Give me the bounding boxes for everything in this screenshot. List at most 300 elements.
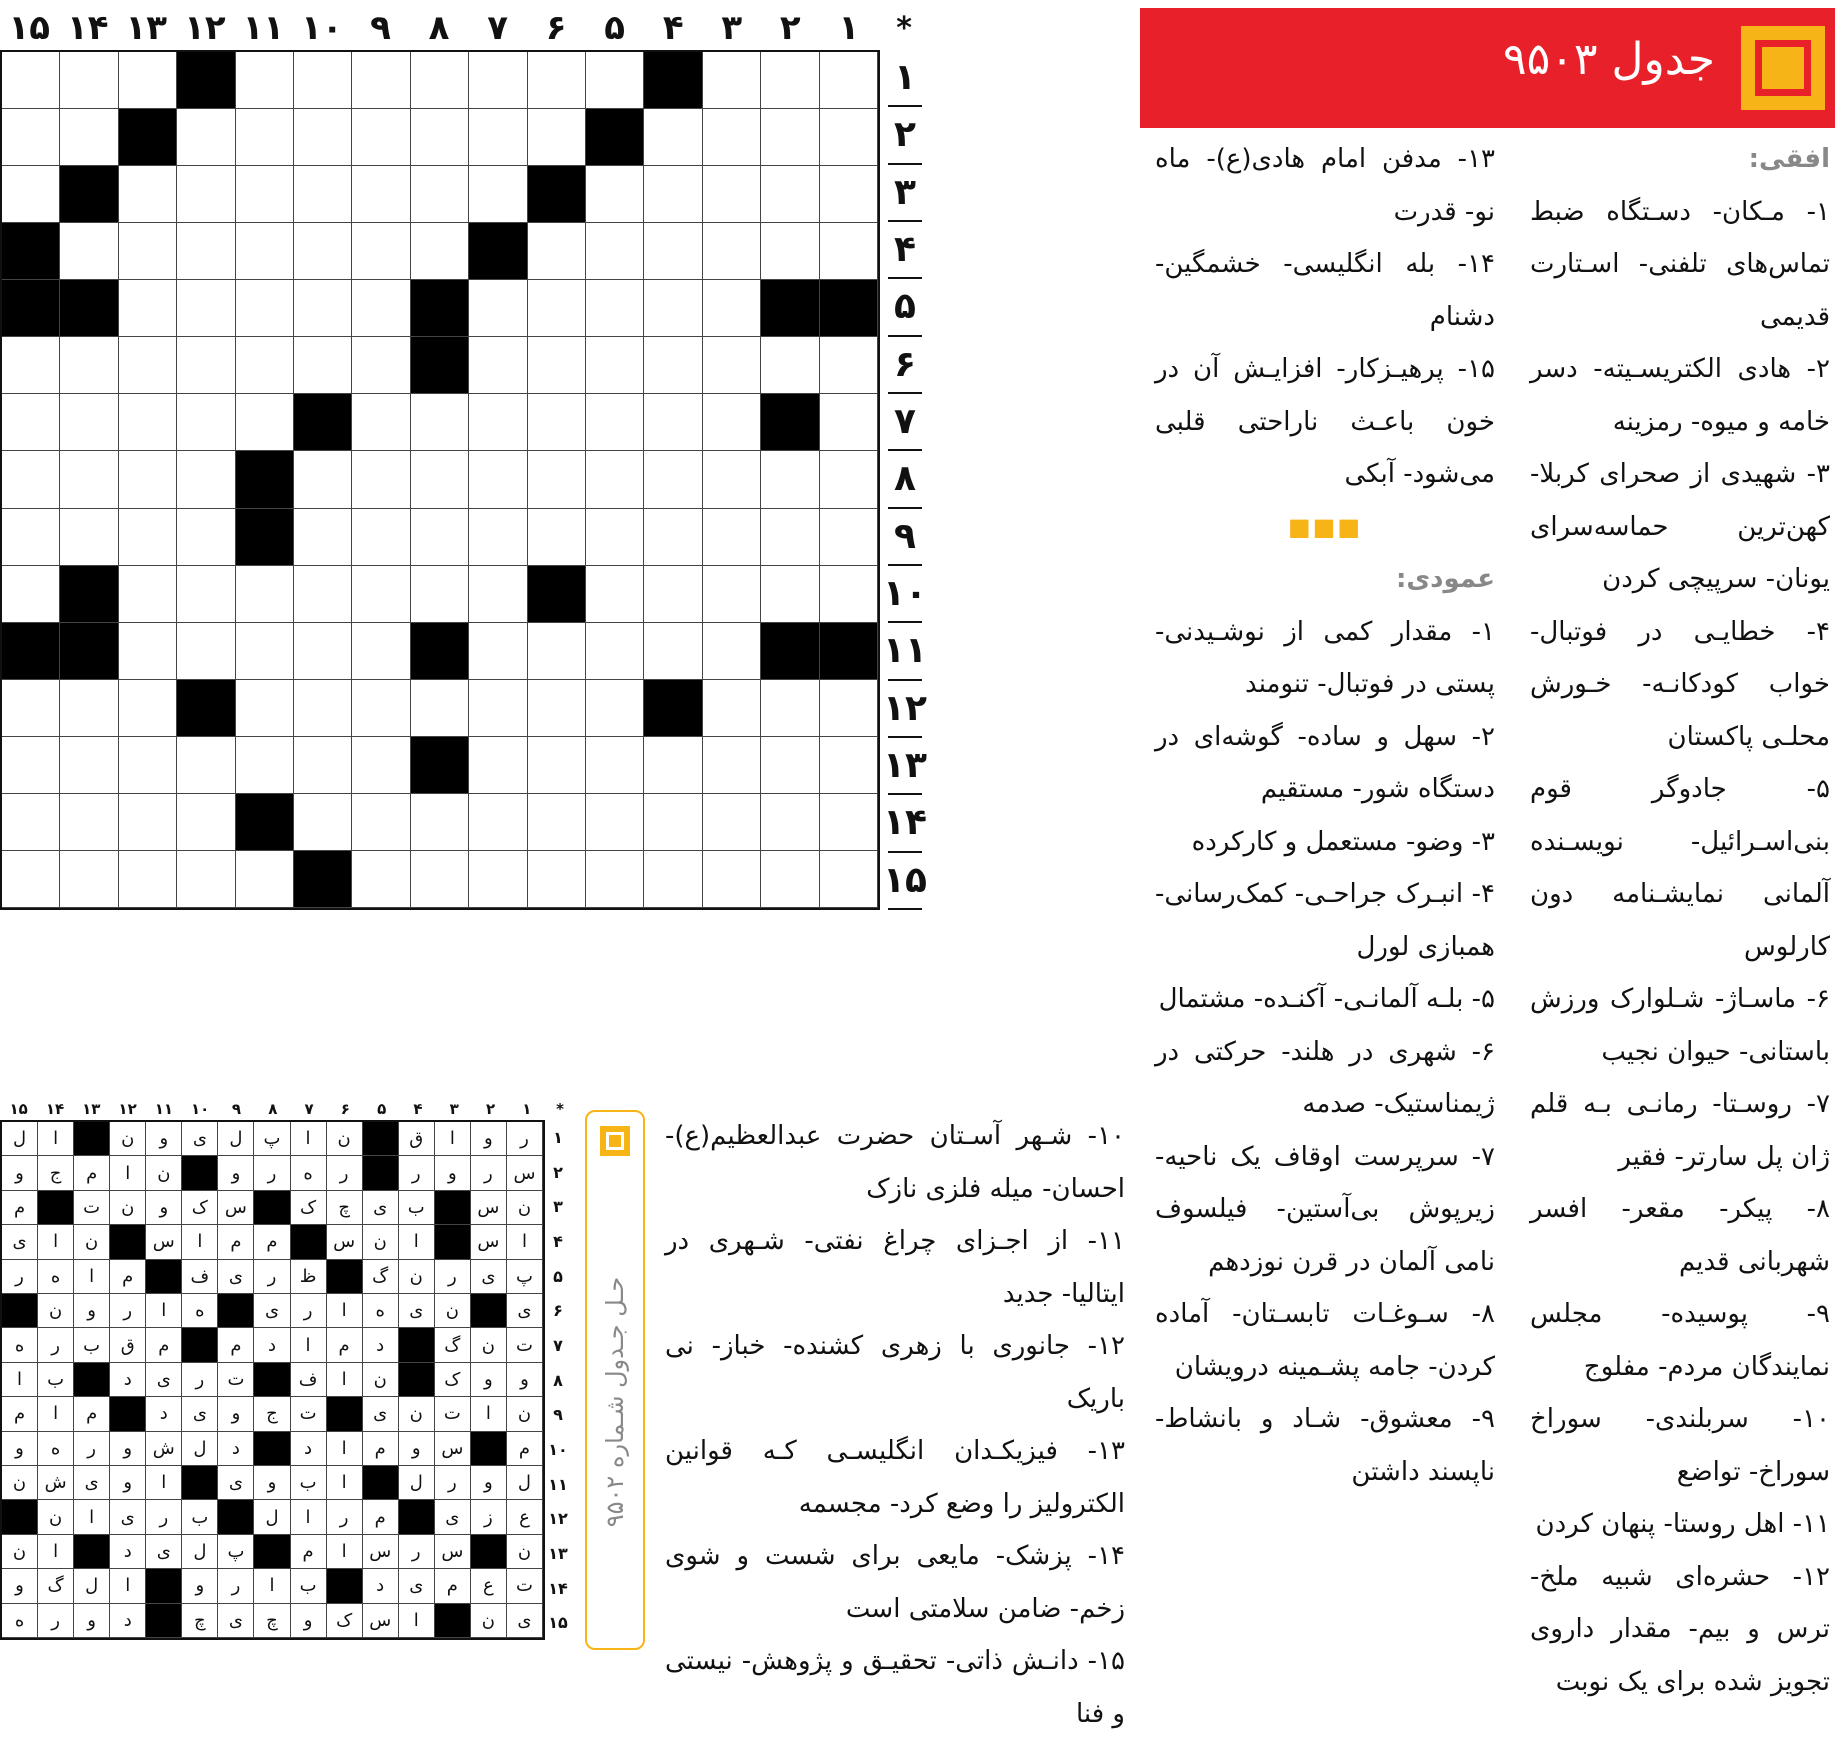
black-cell	[218, 1500, 254, 1534]
grid-cell[interactable]	[644, 794, 702, 851]
solution-cell: ر	[38, 1604, 74, 1638]
black-cell	[2, 223, 60, 280]
solution-cell: ن	[435, 1294, 471, 1328]
column-number: ۱۴	[66, 8, 109, 48]
column-number: ۱۵	[9, 1100, 28, 1118]
solution-cell: ن	[507, 1535, 543, 1569]
solution-cell: ا	[327, 1432, 363, 1466]
grid-cell[interactable]	[411, 166, 469, 223]
grid-cell[interactable]	[294, 794, 352, 851]
crossword-grid[interactable]	[0, 50, 880, 910]
grid-cell[interactable]	[703, 394, 761, 451]
clue: ۱۴- بله انگلیسی- خشمگین- دشنام	[1155, 249, 1495, 332]
solution-cell: ت	[507, 1569, 543, 1603]
grid-cell[interactable]	[411, 566, 469, 623]
grid-cell[interactable]	[703, 451, 761, 508]
solution-cell: و	[435, 1156, 471, 1190]
grid-cell[interactable]	[2, 451, 60, 508]
solution-cell: ی	[182, 1122, 218, 1156]
grid-cell[interactable]	[352, 337, 410, 394]
vertical-clues-part1	[1155, 606, 1495, 1499]
grid-cell[interactable]	[236, 337, 294, 394]
grid-cell[interactable]	[2, 737, 60, 794]
grid-cell[interactable]	[60, 737, 118, 794]
solution-cell: د	[110, 1604, 146, 1638]
solution-cell: ف	[291, 1363, 327, 1397]
grid-cell[interactable]	[761, 851, 819, 908]
grid-cell[interactable]	[644, 623, 702, 680]
solution-cell: ر	[254, 1260, 290, 1294]
grid-cell[interactable]	[411, 223, 469, 280]
grid-cell[interactable]	[703, 52, 761, 109]
solution-cell: ا	[291, 1328, 327, 1362]
solution-cell: ن	[507, 1397, 543, 1431]
newspaper-logo-icon	[1741, 26, 1825, 110]
grid-cell[interactable]	[352, 451, 410, 508]
grid-cell[interactable]	[177, 280, 235, 337]
solution-label-box	[585, 1110, 645, 1650]
grid-cell[interactable]	[236, 737, 294, 794]
black-cell	[586, 109, 644, 166]
grid-cell[interactable]	[703, 794, 761, 851]
grid-cell[interactable]	[411, 394, 469, 451]
grid-cell[interactable]	[119, 337, 177, 394]
grid-cell[interactable]	[294, 109, 352, 166]
grid-cell[interactable]	[586, 794, 644, 851]
grid-cell[interactable]	[177, 337, 235, 394]
grid-cell[interactable]	[352, 223, 410, 280]
grid-cell[interactable]	[236, 394, 294, 451]
grid-cell[interactable]	[528, 737, 586, 794]
solution-cell: م	[2, 1397, 38, 1431]
grid-cell[interactable]	[586, 851, 644, 908]
grid-cell[interactable]	[528, 794, 586, 851]
solution-cell: ت	[291, 1397, 327, 1431]
grid-cell[interactable]	[352, 394, 410, 451]
solution-cell: ز	[471, 1500, 507, 1534]
grid-cell[interactable]	[294, 566, 352, 623]
grid-cell[interactable]	[469, 851, 527, 908]
grid-cell[interactable]	[2, 52, 60, 109]
black-cell	[294, 394, 352, 451]
grid-cell[interactable]	[119, 52, 177, 109]
grid-cell[interactable]	[294, 52, 352, 109]
solution-cell: س	[471, 1225, 507, 1259]
grid-cell[interactable]	[294, 166, 352, 223]
solution-cell: س	[507, 1156, 543, 1190]
grid-cell[interactable]	[586, 623, 644, 680]
grid-cell[interactable]	[60, 451, 118, 508]
grid-cell[interactable]	[294, 623, 352, 680]
grid-cell[interactable]	[119, 680, 177, 737]
grid-cell[interactable]	[703, 509, 761, 566]
grid-cell[interactable]	[644, 737, 702, 794]
grid-cell[interactable]	[294, 451, 352, 508]
grid-cell[interactable]	[119, 223, 177, 280]
grid-cell[interactable]	[411, 52, 469, 109]
solution-cell: ا	[327, 1294, 363, 1328]
black-cell	[761, 394, 819, 451]
black-cell	[74, 1535, 110, 1569]
grid-cell[interactable]	[820, 223, 878, 280]
grid-cell[interactable]	[586, 451, 644, 508]
grid-cell[interactable]	[119, 737, 177, 794]
grid-cell[interactable]	[411, 451, 469, 508]
solution-cell: س	[363, 1604, 399, 1638]
grid-cell[interactable]	[644, 223, 702, 280]
grid-cell[interactable]	[352, 509, 410, 566]
grid-cell[interactable]	[528, 680, 586, 737]
grid-cell[interactable]	[352, 623, 410, 680]
solution-cell: ت	[435, 1397, 471, 1431]
grid-cell[interactable]	[352, 166, 410, 223]
black-cell	[110, 1397, 146, 1431]
grid-cell[interactable]	[528, 394, 586, 451]
black-cell	[2, 1500, 38, 1534]
row-number: ۱	[888, 50, 922, 107]
grid-cell[interactable]	[469, 623, 527, 680]
solution-cell: ن	[146, 1156, 182, 1190]
solution-grid	[0, 1120, 545, 1640]
grid-cell[interactable]	[761, 109, 819, 166]
grid-cell[interactable]	[236, 623, 294, 680]
grid-cell[interactable]	[60, 109, 118, 166]
column-number: ۶	[340, 1100, 350, 1118]
solution-cell: م	[218, 1225, 254, 1259]
grid-cell[interactable]	[528, 337, 586, 394]
grid-cell[interactable]	[352, 280, 410, 337]
grid-cell[interactable]	[586, 280, 644, 337]
grid-cell[interactable]	[236, 566, 294, 623]
grid-cell[interactable]	[586, 166, 644, 223]
row-number: ۴	[888, 222, 922, 279]
grid-cell[interactable]	[761, 680, 819, 737]
solution-cell: و	[2, 1569, 38, 1603]
grid-cell[interactable]	[528, 223, 586, 280]
clue: ۶- ماسـاژ- شـلوارک ورزش باستانی- حیوان نجیب	[1530, 984, 1830, 1067]
solution-cell: ا	[74, 1500, 110, 1534]
grid-cell[interactable]	[528, 451, 586, 508]
vertical-clues-part2	[665, 1110, 1125, 1740]
grid-cell[interactable]	[294, 280, 352, 337]
grid-cell[interactable]	[469, 52, 527, 109]
grid-cell[interactable]	[177, 109, 235, 166]
solution-cell: ه	[363, 1294, 399, 1328]
clue: ۱۲- جانوری با زهری کشنده- خباز- نی باریک	[665, 1331, 1125, 1414]
solution-cell: و	[471, 1122, 507, 1156]
grid-cell[interactable]	[411, 680, 469, 737]
solution-cell: چ	[182, 1604, 218, 1638]
grid-cell[interactable]	[703, 566, 761, 623]
grid-cell[interactable]	[528, 851, 586, 908]
grid-cell[interactable]	[352, 52, 410, 109]
grid-cell[interactable]	[703, 280, 761, 337]
grid-cell[interactable]	[236, 223, 294, 280]
row-number: ۵	[888, 279, 922, 336]
grid-cell[interactable]	[703, 623, 761, 680]
grid-cell[interactable]	[820, 451, 878, 508]
solution-cell: ت	[74, 1191, 110, 1225]
solution-cell: ا	[38, 1225, 74, 1259]
grid-cell[interactable]	[60, 851, 118, 908]
solution-cell: ب	[74, 1328, 110, 1362]
grid-cell[interactable]	[469, 737, 527, 794]
solution-cell: ا	[38, 1122, 74, 1156]
grid-cell[interactable]	[469, 566, 527, 623]
grid-cell[interactable]	[177, 451, 235, 508]
grid-cell[interactable]	[644, 509, 702, 566]
grid-cell[interactable]	[294, 680, 352, 737]
grid-cell[interactable]	[177, 851, 235, 908]
grid-cell[interactable]	[236, 280, 294, 337]
horizontal-heading: افقی:	[1748, 144, 1830, 174]
grid-cell[interactable]	[528, 109, 586, 166]
grid-cell[interactable]	[236, 851, 294, 908]
grid-cell[interactable]	[2, 680, 60, 737]
grid-cell[interactable]	[820, 52, 878, 109]
grid-cell[interactable]	[820, 566, 878, 623]
grid-cell[interactable]	[60, 337, 118, 394]
grid-cell[interactable]	[236, 52, 294, 109]
grid-cell[interactable]	[644, 166, 702, 223]
solution-cell: چ	[254, 1604, 290, 1638]
grid-cell[interactable]	[236, 166, 294, 223]
solution-cell: ا	[74, 1260, 110, 1294]
black-cell	[528, 566, 586, 623]
grid-cell[interactable]	[820, 794, 878, 851]
grid-cell[interactable]	[352, 794, 410, 851]
solution-cell: ا	[435, 1122, 471, 1156]
solution-cell: ل	[2, 1122, 38, 1156]
grid-cell[interactable]	[119, 451, 177, 508]
grid-cell[interactable]	[294, 223, 352, 280]
solution-cell: ی	[471, 1260, 507, 1294]
grid-cell[interactable]	[177, 623, 235, 680]
grid-cell[interactable]	[469, 680, 527, 737]
solution-cell: ی	[74, 1466, 110, 1500]
grid-cell[interactable]	[411, 109, 469, 166]
grid-cell[interactable]	[703, 223, 761, 280]
grid-cell[interactable]	[294, 509, 352, 566]
row-number: ۱۳	[548, 1543, 568, 1563]
grid-cell[interactable]	[469, 280, 527, 337]
grid-cell[interactable]	[469, 451, 527, 508]
solution-cell: ر	[399, 1535, 435, 1569]
grid-cell[interactable]	[2, 337, 60, 394]
grid-cell[interactable]	[119, 509, 177, 566]
row-number: ۱۵	[888, 853, 922, 910]
grid-cell[interactable]	[119, 166, 177, 223]
grid-cell[interactable]	[469, 509, 527, 566]
grid-cell[interactable]	[644, 451, 702, 508]
grid-cell[interactable]	[820, 394, 878, 451]
solution-cell: ن	[399, 1397, 435, 1431]
solution-cell: ر	[146, 1500, 182, 1534]
grid-cell[interactable]	[2, 566, 60, 623]
row-number: ۱۱	[548, 1474, 568, 1494]
black-cell	[435, 1604, 471, 1638]
solution-cell: د	[110, 1535, 146, 1569]
grid-cell[interactable]	[586, 223, 644, 280]
grid-cell[interactable]	[119, 794, 177, 851]
grid-cell[interactable]	[411, 794, 469, 851]
grid-cell[interactable]	[469, 166, 527, 223]
grid-cell[interactable]	[586, 737, 644, 794]
grid-cell[interactable]	[586, 566, 644, 623]
grid-cell[interactable]	[820, 851, 878, 908]
black-cell	[761, 280, 819, 337]
grid-cell[interactable]	[60, 509, 118, 566]
grid-cell[interactable]	[528, 509, 586, 566]
grid-cell[interactable]	[528, 623, 586, 680]
solution-cell: ب	[291, 1466, 327, 1500]
grid-cell[interactable]	[703, 851, 761, 908]
grid-cell[interactable]	[586, 394, 644, 451]
grid-cell[interactable]	[469, 794, 527, 851]
grid-cell[interactable]	[761, 451, 819, 508]
grid-cell[interactable]	[469, 109, 527, 166]
grid-cell[interactable]	[177, 394, 235, 451]
grid-cell[interactable]	[60, 794, 118, 851]
row-number: ۲	[888, 107, 922, 164]
solution-cell: ا	[38, 1535, 74, 1569]
solution-cell: ر	[291, 1294, 327, 1328]
grid-cell[interactable]	[236, 109, 294, 166]
grid-cell[interactable]	[177, 794, 235, 851]
grid-cell[interactable]	[644, 109, 702, 166]
grid-cell[interactable]	[469, 337, 527, 394]
grid-cell[interactable]	[294, 337, 352, 394]
solution-cell: ر	[254, 1156, 290, 1190]
solution-cell: ب	[291, 1569, 327, 1603]
solution-column-numbers	[0, 1098, 575, 1120]
grid-cell[interactable]	[703, 109, 761, 166]
grid-cell[interactable]	[119, 851, 177, 908]
grid-cell[interactable]	[60, 52, 118, 109]
solution-cell: د	[363, 1569, 399, 1603]
grid-cell[interactable]	[236, 680, 294, 737]
grid-cell[interactable]	[644, 280, 702, 337]
row-number: ۱	[553, 1127, 563, 1147]
grid-cell[interactable]	[644, 394, 702, 451]
solution-cell: ا	[399, 1604, 435, 1638]
row-number: ۱۵	[548, 1613, 568, 1633]
grid-cell[interactable]	[294, 737, 352, 794]
grid-cell[interactable]	[703, 737, 761, 794]
grid-cell[interactable]	[761, 166, 819, 223]
grid-cell[interactable]	[820, 737, 878, 794]
black-cell	[218, 1294, 254, 1328]
grid-cell[interactable]	[2, 166, 60, 223]
grid-cell[interactable]	[761, 794, 819, 851]
grid-cell[interactable]	[2, 109, 60, 166]
black-cell	[399, 1500, 435, 1534]
grid-cell[interactable]	[352, 737, 410, 794]
grid-cell[interactable]	[586, 509, 644, 566]
grid-cell[interactable]	[820, 166, 878, 223]
solution-cell: ی	[507, 1294, 543, 1328]
black-cell	[254, 1535, 290, 1569]
grid-cell[interactable]	[411, 509, 469, 566]
grid-cell[interactable]	[119, 566, 177, 623]
grid-cell[interactable]	[352, 109, 410, 166]
column-number: ۱	[522, 1100, 532, 1118]
grid-cell[interactable]	[528, 280, 586, 337]
grid-cell[interactable]	[60, 394, 118, 451]
solution-cell: م	[146, 1328, 182, 1362]
solution-cell: ب	[182, 1500, 218, 1534]
grid-cell[interactable]	[60, 680, 118, 737]
grid-cell[interactable]	[177, 223, 235, 280]
black-cell	[38, 1191, 74, 1225]
clue: ۱۲- حشره‌ای شبیه ملخ- ترس و بیم- مقدار داروی تجویز شده برای یک نوبت	[1530, 1561, 1830, 1697]
grid-cell[interactable]	[177, 566, 235, 623]
grid-cell[interactable]	[352, 566, 410, 623]
grid-cell[interactable]	[2, 851, 60, 908]
grid-cell[interactable]	[820, 337, 878, 394]
row-number: ۱۱	[888, 623, 922, 680]
grid-cell[interactable]	[644, 851, 702, 908]
clue: ۷- سرپرست اوقاف یک ناحیه- زیرپوش بی‌آستین- فیلسوف نامی آلمان در قرن نوزدهم	[1155, 1141, 1495, 1277]
grid-cell[interactable]	[177, 509, 235, 566]
grid-cell[interactable]	[761, 223, 819, 280]
grid-cell[interactable]	[469, 394, 527, 451]
grid-cell[interactable]	[586, 337, 644, 394]
solution-cell: ا	[399, 1225, 435, 1259]
black-cell	[820, 280, 878, 337]
grid-cell[interactable]	[820, 109, 878, 166]
grid-cell[interactable]	[761, 509, 819, 566]
grid-cell[interactable]	[761, 566, 819, 623]
grid-cell[interactable]	[2, 794, 60, 851]
solution-label: حـل جـدول شـماره ۹۵۰۲	[601, 1276, 629, 1528]
grid-cell[interactable]	[761, 737, 819, 794]
grid-cell[interactable]	[761, 52, 819, 109]
row-number: ۱۰	[548, 1439, 568, 1459]
grid-cell[interactable]	[352, 851, 410, 908]
grid-cell[interactable]	[703, 680, 761, 737]
grid-cell[interactable]	[761, 337, 819, 394]
grid-cell[interactable]	[411, 851, 469, 908]
grid-cell[interactable]	[586, 52, 644, 109]
solution-cell: ن	[74, 1225, 110, 1259]
grid-cell[interactable]	[528, 52, 586, 109]
grid-cell[interactable]	[119, 280, 177, 337]
solution-cell: پ	[507, 1260, 543, 1294]
grid-cell[interactable]	[2, 509, 60, 566]
grid-cell[interactable]	[119, 623, 177, 680]
grid-cell[interactable]	[177, 166, 235, 223]
grid-cell[interactable]	[820, 509, 878, 566]
grid-cell[interactable]	[586, 680, 644, 737]
black-cell	[411, 737, 469, 794]
grid-cell[interactable]	[2, 394, 60, 451]
black-cell	[761, 623, 819, 680]
grid-cell[interactable]	[644, 337, 702, 394]
grid-cell[interactable]	[60, 223, 118, 280]
grid-cell[interactable]	[644, 566, 702, 623]
solution-cell: ا	[327, 1363, 363, 1397]
grid-cell[interactable]	[119, 394, 177, 451]
black-cell	[254, 1191, 290, 1225]
black-cell	[2, 280, 60, 337]
grid-cell[interactable]	[352, 680, 410, 737]
grid-cell[interactable]	[703, 166, 761, 223]
grid-cell[interactable]	[820, 680, 878, 737]
grid-cell[interactable]	[703, 337, 761, 394]
solution-cell: ر	[327, 1156, 363, 1190]
grid-cell[interactable]	[177, 737, 235, 794]
